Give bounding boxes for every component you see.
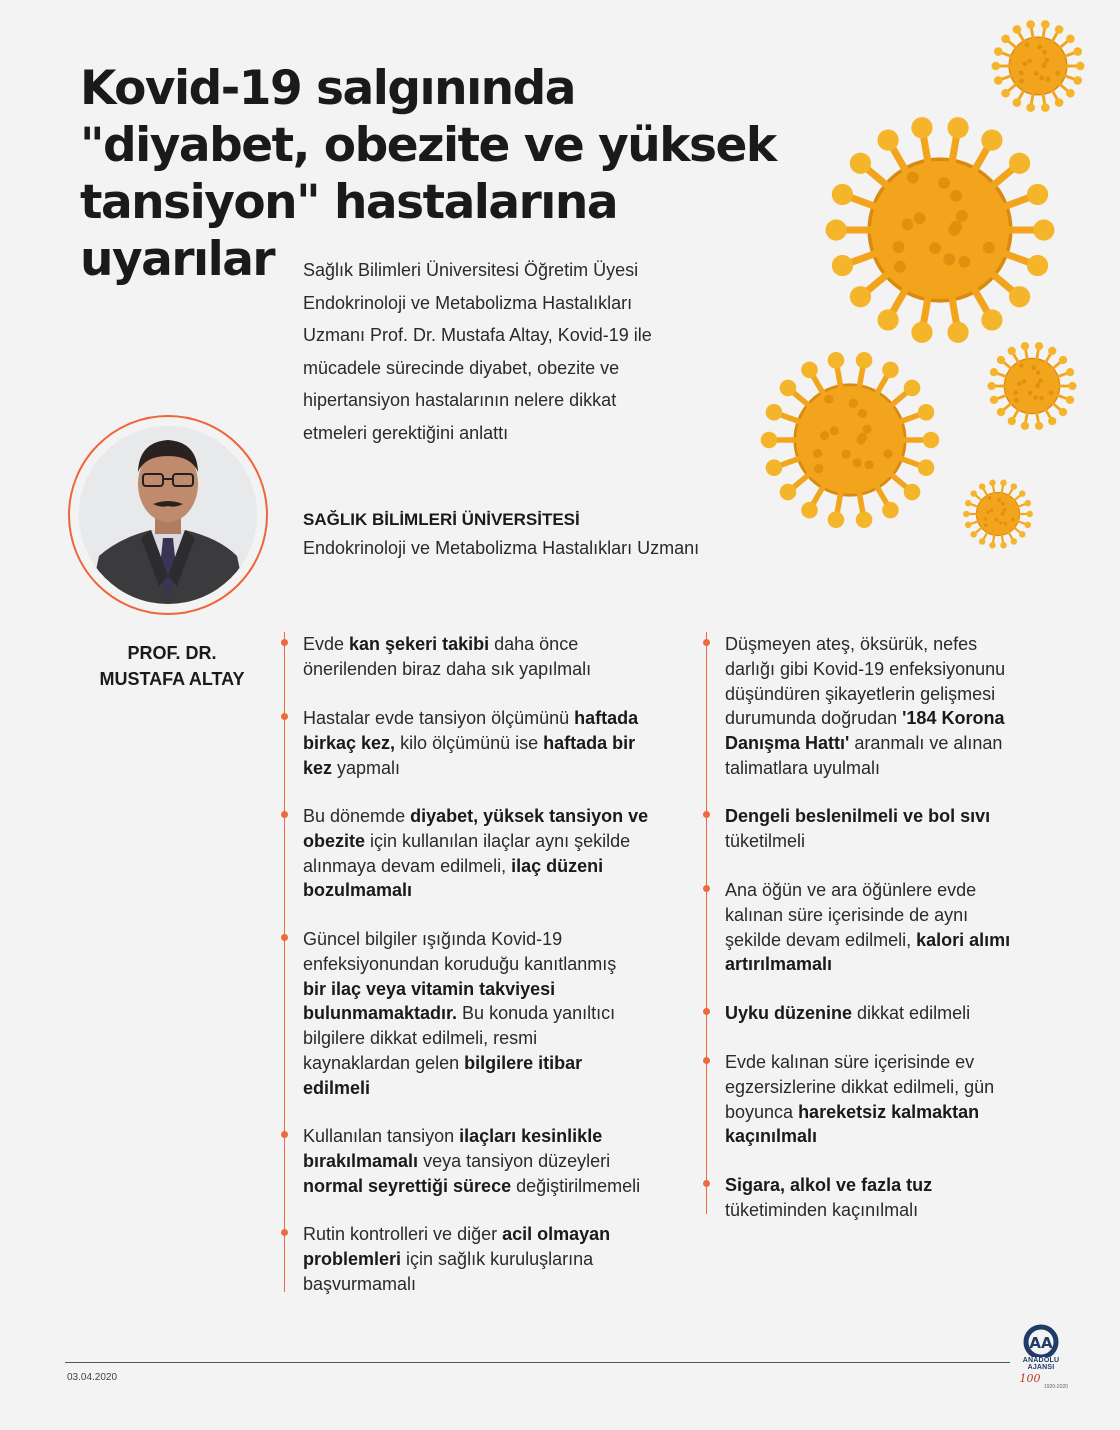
tip-text: boyunca — [725, 1101, 799, 1122]
virus-icon — [986, 340, 1078, 432]
virus-illustration-mid — [986, 340, 1078, 437]
tip-text: Güncel bilgiler ışığında Kovid-19 — [303, 929, 563, 949]
intro-paragraph — [303, 254, 693, 449]
tip-line — [303, 1149, 683, 1174]
logo-years: 1920-2020 — [1044, 1384, 1068, 1390]
tip-emphasis: haftada bir — [543, 732, 636, 753]
tip-emphasis: bir ilaç veya vitamin takviyesi — [303, 978, 556, 999]
tip-line — [725, 878, 1045, 903]
title-line: "diyabet, obezite ve yüksek — [80, 118, 776, 173]
intro-line: etmeleri gerektiğini anlattı — [303, 422, 509, 443]
tip-emphasis: kez — [303, 757, 333, 778]
tip-text: Rutin kontrolleri ve diğer — [303, 1224, 503, 1244]
tip-line — [303, 1222, 683, 1247]
intro-line: Uzmanı Prof. Dr. Mustafa Altay, Kovid-19 ile — [303, 325, 652, 345]
tip-text: enfeksiyonundan koruduğu kanıtlanmış — [303, 953, 617, 974]
tip-item — [303, 927, 683, 1101]
tip-text: bilgilere dikkat edilmeli, resmi — [303, 1028, 538, 1049]
tip-line — [725, 1100, 1045, 1125]
virus-illustration-left — [758, 348, 942, 537]
tip-line — [303, 632, 683, 657]
tip-emphasis: problemleri — [303, 1248, 402, 1269]
tip-emphasis: hareketsiz kalmaktan — [798, 1101, 980, 1122]
tip-emphasis: bilgilere itibar — [464, 1052, 583, 1073]
tip-text: daha önce — [489, 634, 579, 654]
title-line: Kovid-19 salgınında — [80, 61, 575, 116]
tip-line — [303, 1124, 683, 1149]
footer-divider — [65, 1362, 1067, 1363]
tip-text: düşündüren şikayetlerin gelişmesi — [725, 683, 996, 704]
tip-text: kilo ölçümünü ise — [395, 732, 544, 753]
publish-date: 03.04.2020 — [67, 1372, 118, 1383]
tip-item — [303, 1222, 683, 1296]
tip-line — [303, 1076, 683, 1101]
tip-item — [725, 804, 1045, 854]
tip-line — [303, 952, 683, 977]
tip-text: talimatlara uyulmalı — [725, 757, 881, 778]
virus-illustration-top — [990, 18, 1086, 119]
tip-line — [303, 706, 683, 731]
tip-emphasis: acil olmayan — [502, 1224, 611, 1244]
tip-item — [725, 1001, 1045, 1026]
tip-text: aranmalı ve alınan — [849, 733, 1003, 754]
tip-line — [725, 731, 1045, 756]
intro-line: Sağlık Bilimleri Üniversitesi Öğretim Üyesi — [303, 260, 639, 280]
tip-text: kaynaklardan gelen — [303, 1052, 465, 1073]
tip-line — [303, 731, 683, 756]
tip-line — [303, 1272, 683, 1297]
tip-item — [303, 1124, 683, 1198]
intro-line: hipertansiyon hastalarının nelere dikkat — [303, 390, 617, 410]
tip-text: Kullanılan tansiyon — [303, 1126, 460, 1146]
tip-line — [725, 928, 1045, 953]
person-fullname: MUSTAFA ALTAY — [99, 669, 245, 689]
tip-text: başvurmamalı — [303, 1273, 417, 1294]
tip-line — [725, 829, 1045, 854]
virus-illustration-small — [962, 478, 1034, 555]
tip-text: için kullanılan ilaçlar aynı şekilde — [365, 830, 631, 851]
tip-emphasis: Dengeli beslenilmeli ve bol sıvı — [725, 806, 991, 826]
tip-line — [725, 1173, 1045, 1198]
tip-text: durumunda doğrudan — [725, 708, 903, 729]
tip-emphasis: bırakılmamalı — [303, 1150, 419, 1171]
affiliation-role: Endokrinoloji ve Metabolizma Hastalıkları Uzmanı — [303, 538, 700, 558]
tips-column-left — [284, 632, 685, 1292]
tip-text: Ana öğün ve ara öğünlere evde — [725, 880, 977, 900]
tip-item — [725, 1173, 1045, 1223]
tip-text: tüketiminden kaçınılmalı — [725, 1199, 919, 1220]
tip-line — [725, 903, 1045, 928]
portrait-photo — [79, 426, 257, 604]
tip-text: kalınan süre içerisinde de aynı — [725, 904, 969, 925]
tip-line — [725, 804, 1045, 829]
virus-icon — [822, 112, 1058, 348]
tip-text: Evde kalınan süre içerisinde ev — [725, 1052, 975, 1072]
tip-line — [303, 927, 683, 952]
tip-text: dikkat edilmeli — [852, 1003, 971, 1023]
tip-line — [725, 1124, 1045, 1149]
tip-text: veya tansiyon düzeyleri — [418, 1150, 611, 1171]
tips-column-right — [706, 632, 1047, 1220]
tip-emphasis: ilaçları kesinlikle — [459, 1126, 603, 1146]
tip-emphasis: kan şekeri takibi — [349, 634, 490, 654]
tip-emphasis: Sigara, alkol ve fazla tuz — [725, 1175, 933, 1195]
tip-text: için sağlık kuruluşlarına — [401, 1248, 594, 1269]
tip-line — [725, 756, 1045, 781]
tip-text: tüketilmeli — [725, 830, 806, 851]
tip-item — [303, 632, 683, 682]
tip-line — [303, 1051, 683, 1076]
virus-icon — [962, 478, 1034, 550]
tip-line — [725, 1050, 1045, 1075]
virus-illustration-large — [822, 112, 1058, 353]
tip-item — [725, 1050, 1045, 1149]
tip-item — [725, 878, 1045, 977]
tip-text: egzersizlerine dikkat edilmeli, gün — [725, 1076, 995, 1097]
tip-emphasis: kalori alımı — [916, 929, 1011, 950]
tip-emphasis: normal seyrettiği sürece — [303, 1175, 512, 1196]
tip-line — [303, 878, 683, 903]
title-line: tansiyon" hastalarına — [80, 175, 618, 230]
tip-line — [725, 682, 1045, 707]
tip-text: Hastalar evde tansiyon ölçümünü — [303, 708, 575, 728]
tip-line — [303, 1001, 683, 1026]
tip-emphasis: birkaç kez, — [303, 732, 396, 753]
tip-item — [303, 706, 683, 780]
tip-line — [725, 706, 1045, 731]
tip-emphasis: Uyku düzenine — [725, 1003, 853, 1023]
tip-text: Evde — [303, 634, 350, 654]
affiliation-org: SAĞLIK BİLİMLERİ ÜNİVERSİTESİ — [303, 510, 580, 529]
tip-line — [303, 829, 683, 854]
tip-emphasis: diyabet, yüksek tansiyon ve — [410, 806, 649, 826]
tip-line — [725, 1001, 1045, 1026]
tip-text: Düşmeyen ateş, öksürük, nefes — [725, 634, 978, 654]
person-title: PROF. DR. — [127, 643, 217, 663]
tip-line — [303, 1026, 683, 1051]
tip-line — [303, 977, 683, 1002]
tip-emphasis: haftada — [574, 708, 639, 728]
tip-line — [725, 952, 1045, 977]
tip-item — [303, 804, 683, 903]
portrait-frame — [68, 415, 268, 615]
tip-line — [725, 1075, 1045, 1100]
intro-line: Endokrinoloji ve Metabolizma Hastalıkları — [303, 292, 633, 313]
logo-mark: AA — [1029, 1334, 1053, 1352]
tip-text: yapmalı — [332, 757, 401, 778]
tip-line — [725, 1198, 1045, 1223]
logo-anniversary: 100 — [1019, 1372, 1041, 1385]
tip-item — [725, 632, 1045, 781]
tip-text: darlığı gibi Kovid-19 enfeksiyonunu — [725, 658, 1006, 679]
tip-emphasis: '184 Korona — [902, 708, 1005, 729]
tip-emphasis: bozulmamalı — [303, 880, 413, 901]
tip-text: önerilenden biraz daha sık yapılmalı — [303, 658, 592, 679]
tip-line — [303, 854, 683, 879]
tip-text: Bu dönemde — [303, 806, 411, 826]
tip-line — [303, 1174, 683, 1199]
tip-line — [725, 657, 1045, 682]
tip-text: Bu konuda yanıltıcı — [457, 1003, 616, 1024]
tip-line — [303, 657, 683, 682]
tip-text: değiştirilmemeli — [511, 1175, 641, 1196]
tip-emphasis: edilmeli — [303, 1077, 371, 1098]
tip-line — [303, 756, 683, 781]
tip-emphasis: ilaç düzeni — [511, 855, 604, 876]
tip-text: şekilde devam edilmeli, — [725, 929, 917, 950]
intro-line: mücadele sürecinde diyabet, obezite ve — [303, 357, 620, 378]
tip-line — [725, 632, 1045, 657]
title-line: uyarılar — [80, 232, 275, 287]
tip-text: alınmaya devam edilmeli, — [303, 855, 512, 876]
person-name — [70, 640, 274, 692]
virus-icon — [990, 18, 1086, 114]
virus-icon — [758, 348, 942, 532]
logo-name: ANADOLU AJANSI — [1010, 1357, 1072, 1371]
tip-emphasis: obezite — [303, 830, 366, 851]
tip-emphasis: kaçınılmalı — [725, 1126, 818, 1147]
tip-emphasis: artırılmamalı — [725, 954, 833, 975]
tip-emphasis: bulunmamaktadır. — [303, 1003, 458, 1024]
tip-line — [303, 804, 683, 829]
tip-line — [303, 1247, 683, 1272]
tip-emphasis: Danışma Hattı' — [725, 733, 850, 754]
